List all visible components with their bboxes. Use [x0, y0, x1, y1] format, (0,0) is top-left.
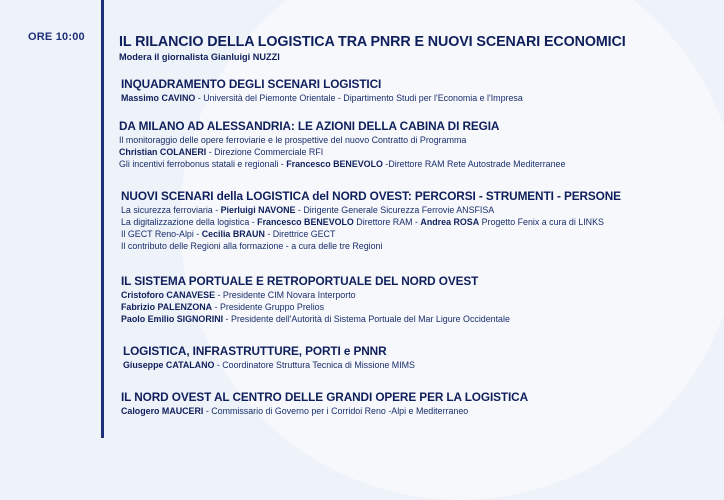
speaker-name: Francesco BENEVOLO	[286, 159, 383, 169]
section-title: IL NORD OVEST AL CENTRO DELLE GRANDI OPERE PER LA LOGISTICA	[121, 390, 529, 404]
speaker-role: -Direttore RAM Rete Autostrade Mediterranee	[382, 159, 566, 169]
section-nuovi-scenari	[121, 189, 621, 252]
speaker-line	[121, 405, 528, 417]
speaker-role: - Dirigente Generale Sicurezza Ferrovie ANSFISA	[295, 205, 495, 215]
session-time: ORE 10:00	[28, 31, 85, 43]
section-milano-alessandria	[119, 119, 565, 170]
speaker-name: Andrea ROSA	[420, 217, 480, 227]
speaker-line	[121, 216, 621, 228]
topic-text: La digitalizzazione della logistica -	[121, 217, 258, 227]
speaker-name: Massimo CAVINO	[121, 93, 196, 103]
moderator: Modera il giornalista Gianluigi NUZZI	[119, 52, 280, 62]
speaker-line	[121, 301, 510, 313]
speaker-name: Calogero MAUCERI	[121, 406, 204, 416]
speaker-line	[119, 146, 565, 158]
section-title: IL SISTEMA PORTUALE E RETROPORTUALE DEL NORD OVEST	[121, 274, 479, 288]
speaker-name: Christian COLANERI	[119, 147, 207, 157]
speaker-line	[121, 228, 621, 240]
speaker-role: - Direttrice GECT	[264, 229, 336, 239]
speaker-name: Fabrizio PALENZONA	[121, 302, 213, 312]
speaker-line	[121, 313, 510, 325]
topic-text: Gli incentivi ferrobonus statali e regionali -	[119, 159, 287, 169]
session-header	[119, 34, 719, 63]
section-title: LOGISTICA, INFRASTRUTTURE, PORTI e PNNR	[123, 344, 387, 358]
speaker-name: Cecilia BRAUN	[201, 229, 265, 239]
section-title: DA MILANO AD ALESSANDRIA: LE AZIONI DELLA CABINA DI REGIA	[119, 119, 500, 133]
speaker-line	[119, 158, 565, 170]
topic-line: Il monitoraggio delle opere ferroviarie e le prospettive del nuovo Contratto di Programma	[119, 135, 467, 145]
section-sistema-portuale	[121, 274, 510, 325]
section-title: INQUADRAMENTO DEGLI SCENARI LOGISTICI	[121, 77, 382, 91]
speaker-name: Paolo Emilio SIGNORINI	[121, 314, 224, 324]
speaker-line	[121, 204, 621, 216]
speaker-line	[121, 289, 510, 301]
section-logistica-pnnr	[123, 344, 415, 371]
speaker-line	[121, 92, 523, 104]
section-inquadramento	[121, 77, 523, 104]
speaker-role: - Commissario di Governo per i Corridoi Reno -Alpi e Mediterraneo	[203, 406, 469, 416]
speaker-role: - Coordinatore Struttura Tecnica di Missione MIMS	[214, 360, 415, 370]
speaker-line	[123, 359, 415, 371]
speaker-role: Direttore RAM -	[353, 217, 421, 227]
speaker-name: Pierluigi NAVONE	[220, 205, 296, 215]
speaker-role: - Direzione Commerciale RFI	[206, 147, 324, 157]
topic-text: La sicurezza ferroviaria -	[121, 205, 221, 215]
speaker-role: Progetto Fenix a cura di LINKS	[479, 217, 604, 227]
section-title: NUOVI SCENARI della LOGISTICA del NORD OVEST: PERCORSI - STRUMENTI - PERSONE	[121, 189, 621, 203]
speaker-name: Francesco BENEVOLO	[257, 217, 354, 227]
speaker-name: Giuseppe CATALANO	[123, 360, 215, 370]
session-title: IL RILANCIO DELLA LOGISTICA TRA PNRR E NUOVI SCENARI ECONOMICI	[119, 34, 626, 50]
speaker-role: - Università del Piemonte Orientale - Dipartimento Studi per l'Economia e l'Impresa	[195, 93, 523, 103]
section-nord-ovest	[121, 390, 528, 417]
speaker-name: Cristoforo CANAVESE	[121, 290, 216, 300]
speaker-role: - Presidente dell'Autorità di Sistema Portuale del Mar Ligure Occidentale	[223, 314, 510, 324]
speaker-role: - Presidente CIM Novara Interporto	[215, 290, 356, 300]
topic-line: Il contributo delle Regioni alla formazione - a cura delle tre Regioni	[121, 241, 383, 251]
topic-text: Il GECT Reno-Alpi -	[121, 229, 202, 239]
timeline-divider	[101, 0, 104, 438]
speaker-role: - Presidente Gruppo Prelios	[212, 302, 325, 312]
